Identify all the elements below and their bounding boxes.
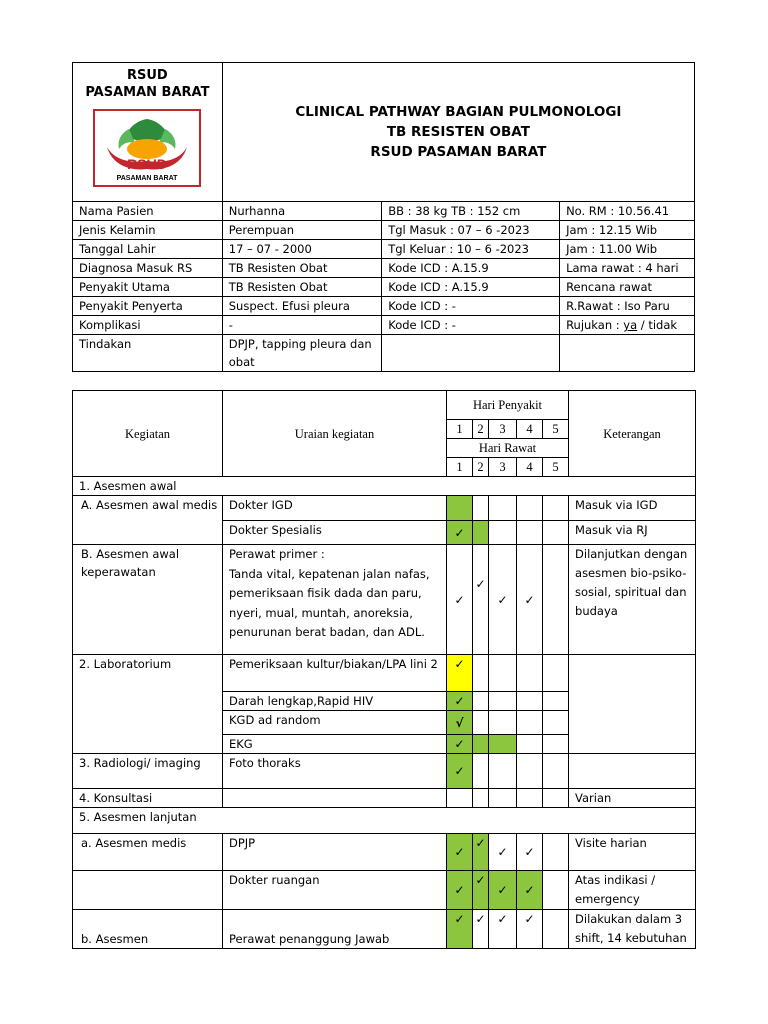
- day-rawat-2: 2: [473, 458, 489, 477]
- patient-measure: BB : 38 kg TB : 152 cm: [382, 202, 560, 221]
- rujukan-ya: ya: [623, 318, 638, 332]
- patient-date: Tgl Keluar : 10 – 6 -2023: [382, 240, 560, 259]
- day-penyakit-3: 3: [489, 420, 517, 439]
- title-line2: TB RESISTEN OBAT: [386, 124, 530, 140]
- section-asesmen-lanjutan: 5. Asesmen lanjutan: [73, 808, 696, 834]
- check-mark: ✓: [473, 910, 489, 949]
- section-konsultasi: 4. Konsultasi: [73, 789, 223, 808]
- rujukan-rest: / tidak: [637, 318, 678, 332]
- patient-value: Perempuan: [222, 221, 381, 240]
- check-mark: ✓: [473, 545, 489, 655]
- patient-icd: Kode ICD : -: [382, 297, 560, 316]
- patient-icd: Kode ICD : -: [382, 316, 560, 335]
- patient-value: 17 – 07 - 2000: [222, 240, 381, 259]
- check-mark: ✓: [489, 834, 517, 871]
- check-mark: ✓: [517, 871, 543, 910]
- perawat-penanggung-jawab: Perawat penanggung Jawab: [223, 910, 447, 949]
- patient-label: Diagnosa Masuk RS: [73, 259, 223, 278]
- hospital-cell: [73, 63, 223, 202]
- check-mark: ✓: [447, 521, 473, 545]
- day-rawat-1: 1: [447, 458, 473, 477]
- day-penyakit-1: 1: [447, 420, 473, 439]
- patient-extra: Rencana rawat: [560, 278, 695, 297]
- day-rawat-3: 3: [489, 458, 517, 477]
- title-line3: RSUD PASAMAN BARAT: [370, 144, 547, 160]
- lab-kgd: KGD ad random: [223, 711, 447, 735]
- day-rawat-5: 5: [543, 458, 569, 477]
- patient-label: Tanggal Lahir: [73, 240, 223, 259]
- keterangan-radiologi: [569, 754, 696, 789]
- patient-extra: R.Rawat : Iso Paru: [560, 297, 695, 316]
- dokter-ruangan: Dokter ruangan: [223, 871, 447, 910]
- keterangan-bio-psiko: Dilanjutkan dengan asesmen bio-psiko-sosial, spiritual dan budaya: [569, 545, 696, 655]
- perawat-primer: [223, 545, 447, 655]
- patient-value: TB Resisten Obat: [222, 259, 381, 278]
- check-mark: ✓: [473, 834, 489, 871]
- asesmen-medis-label: a. Asesmen medis: [73, 834, 223, 871]
- lab-darah: Darah lengkap,Rapid HIV: [223, 692, 447, 711]
- keterangan-rj: Masuk via RJ: [569, 521, 696, 545]
- perawat-primer-detail: Tanda vital, kepatenan jalan nafas, pemeriksaan fisik dada dan paru, nyeri, mual, muntah, anoreksia, penurunan berat badan, dan ADL.: [229, 566, 430, 639]
- patient-icd: Kode ICD : A.15.9: [382, 259, 560, 278]
- check-mark: ✓: [489, 545, 517, 655]
- keterangan-varian: Varian: [569, 789, 696, 808]
- day-rawat-4: 4: [517, 458, 543, 477]
- activity-table: [72, 390, 696, 949]
- patient-icd: Kode ICD : A.15.9: [382, 278, 560, 297]
- keterangan-visite: Visite harian: [569, 834, 696, 871]
- patient-extra: Lama rawat : 4 hari: [560, 259, 695, 278]
- section-laboratorium: 2. Laboratorium: [73, 655, 223, 754]
- header-table: [72, 62, 695, 372]
- check-cell: [447, 496, 473, 521]
- check-mark: ✓: [447, 655, 473, 692]
- check-mark: ✓: [517, 834, 543, 871]
- hospital-name-line2: PASAMAN BARAT: [85, 85, 210, 100]
- lab-kultur: Pemeriksaan kultur/biakan/LPA lini 2: [223, 655, 447, 692]
- keterangan-emergency: Atas indikasi / emergency: [569, 871, 696, 910]
- rujukan-label: Rujukan :: [566, 318, 624, 332]
- hospital-logo: [93, 109, 201, 187]
- header-uraian: Uraian kegiatan: [223, 391, 447, 477]
- dpjp: DPJP: [223, 834, 447, 871]
- patient-date: Tgl Masuk : 07 – 6 -2023: [382, 221, 560, 240]
- check-mark: ✓: [447, 735, 473, 754]
- patient-label: Penyakit Penyerta: [73, 297, 223, 316]
- patient-extra: [560, 335, 695, 372]
- lab-ekg: EKG: [223, 735, 447, 754]
- check-mark: ✓: [489, 871, 517, 910]
- section-asesmen-awal: 1. Asesmen awal: [73, 477, 696, 496]
- patient-value: Nurhanna: [222, 202, 381, 221]
- day-penyakit-5: 5: [543, 420, 569, 439]
- check-mark: ✓: [517, 545, 543, 655]
- patient-value: Suspect. Efusi pleura: [222, 297, 381, 316]
- root-check-mark: √: [447, 711, 473, 735]
- check-mark: ✓: [447, 692, 473, 711]
- dokter-igd: Dokter IGD: [223, 496, 447, 521]
- dokter-spesialis: Dokter Spesialis: [223, 521, 447, 545]
- header-kegiatan: Kegiatan: [73, 391, 223, 477]
- patient-value: -: [222, 316, 381, 335]
- logo-text: RSUD: [127, 156, 168, 172]
- check-mark: ✓: [447, 910, 473, 949]
- patient-label: Tindakan: [73, 335, 223, 372]
- title-cell: [222, 63, 694, 202]
- hospital-name-line1: RSUD: [127, 68, 168, 83]
- section-radiologi: 3. Radiologi/ imaging: [73, 754, 223, 789]
- perawat-primer-title: Perawat primer :: [229, 547, 325, 561]
- title-line1: CLINICAL PATHWAY BAGIAN PULMONOLOGI: [295, 104, 622, 120]
- foto-thoraks: Foto thoraks: [223, 754, 447, 789]
- patient-value: TB Resisten Obat: [222, 278, 381, 297]
- rujukan-cell: [560, 316, 695, 335]
- check-mark: ✓: [517, 910, 543, 949]
- asesmen-b-label: b. Asesmen: [73, 910, 223, 949]
- header-hari-rawat: Hari Rawat: [447, 439, 569, 458]
- patient-icd: [382, 335, 560, 372]
- check-mark: ✓: [447, 871, 473, 910]
- patient-label: Nama Pasien: [73, 202, 223, 221]
- header-hari-penyakit: Hari Penyakit: [447, 391, 569, 420]
- patient-label: Penyakit Utama: [73, 278, 223, 297]
- check-mark: ✓: [473, 871, 489, 910]
- patient-extra: Jam : 11.00 Wib: [560, 240, 695, 259]
- day-penyakit-2: 2: [473, 420, 489, 439]
- keterangan-lab: [569, 655, 696, 754]
- asesmen-awal-keperawatan-label: B. Asesmen awal keperawatan: [73, 545, 223, 655]
- patient-extra: Jam : 12.15 Wib: [560, 221, 695, 240]
- check-mark: ✓: [447, 754, 473, 789]
- check-mark: ✓: [447, 834, 473, 871]
- patient-label: Jenis Kelamin: [73, 221, 223, 240]
- check-mark: ✓: [447, 545, 473, 655]
- check-mark: ✓: [489, 910, 517, 949]
- asesmen-awal-medis-label: A. Asesmen awal medis: [73, 496, 223, 545]
- keterangan-shift: Dilakukan dalam 3 shift, 14 kebutuhan: [569, 910, 696, 949]
- logo-subtext: PASAMAN BARAT: [116, 175, 178, 182]
- patient-value: DPJP, tapping pleura dan obat: [222, 335, 381, 372]
- keterangan-igd: Masuk via IGD: [569, 496, 696, 521]
- patient-extra: No. RM : 10.56.41: [560, 202, 695, 221]
- patient-label: Komplikasi: [73, 316, 223, 335]
- empty-cell: [73, 871, 223, 910]
- day-penyakit-4: 4: [517, 420, 543, 439]
- header-keterangan: Keterangan: [569, 391, 696, 477]
